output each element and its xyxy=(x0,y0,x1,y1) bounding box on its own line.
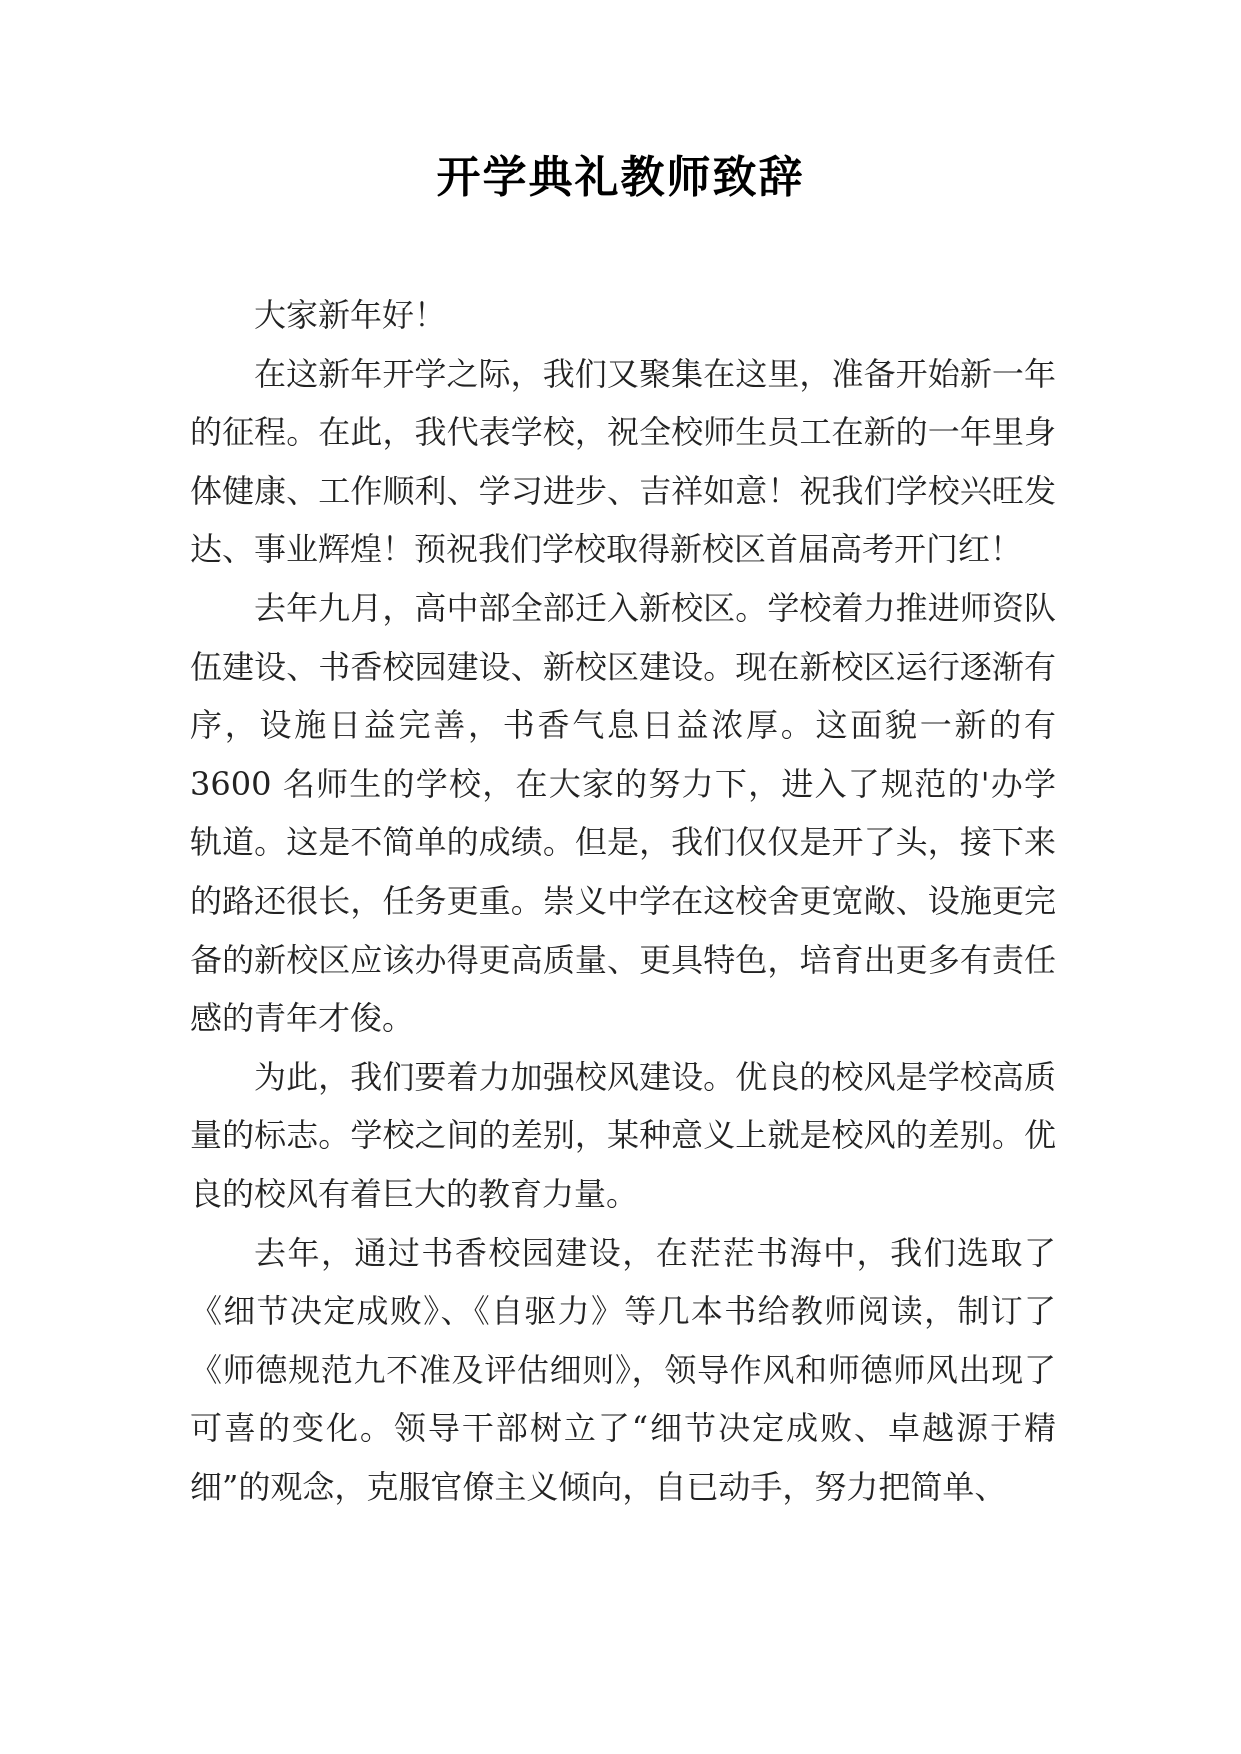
paragraph-book-campus: 去年，通过书香校园建设，在茫茫书海中，我们选取了《细节决定成败》、《自驱力》等几本书给教师阅读，制订了《师德规范九不准及评估细则》，领导作风和师德师风出现了可喜的变化。领导干部树立了“细节决定成败、卓越源于精细”的观念，克服官僚主义倾向，自已动手，努力把简单、 xyxy=(190,1233,1056,1506)
paragraph-greeting: 大家新年好！ xyxy=(254,296,447,334)
paragraph-new-year-wishes: 在这新年开学之际，我们又聚集在这里，准备开始新一年的征程。在此，我代表学校，祝全校师生员工在新的一年里身体健康、工作顺利、学习进步、吉祥如意！祝我们学校兴旺发达、事业辉煌！预祝我们学校取得新校区首届高考开门红！ xyxy=(190,354,1056,569)
document-title: 开学典礼教师致辞 xyxy=(436,152,805,203)
paragraph-new-campus: 去年九月，高中部全部迁入新校区。学校着力推进师资队伍建设、书香校园建设、新校区建设。现在新校区运行逐渐有序，设施日益完善，书香气息日益浓厚。这面貌一新的有 3600 名师生的学校，在大家的努力下，进入了规范的'办学轨道。这是不简单的成绩。但是，我们仅仅是开了头，接下来的路还很长，任务更重。崇义中学在这校舍更宽敞、设施更完备的新校区应该办得更高质量、更具特色，培育出更多有责任感的青年才俊。 xyxy=(190,588,1056,1038)
document-body xyxy=(190,286,1056,1516)
paragraph-school-spirit: 为此，我们要着力加强校风建设。优良的校风是学校高质量的标志。学校之间的差别，某种意义上就是校风的差别。优良的校风有着巨大的教育力量。 xyxy=(190,1057,1056,1213)
